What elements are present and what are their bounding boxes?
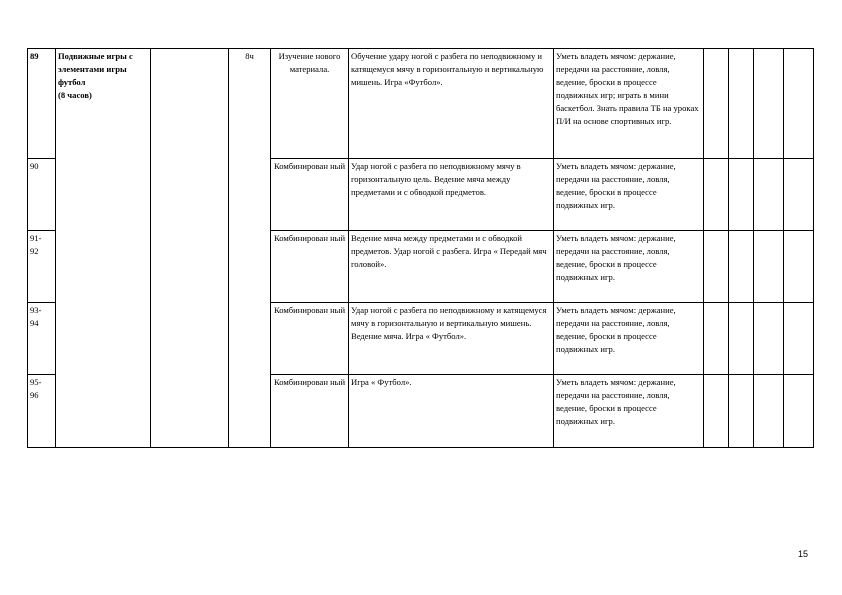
expected-results: Уметь владеть мячом: держание, передачи на расстояние, ловля, ведение, броски в процессе подвижных игр.	[554, 375, 704, 448]
lesson-number: 95- 96	[28, 375, 56, 448]
lesson-number: 89	[28, 49, 56, 159]
empty-cell	[784, 303, 814, 375]
expected-results: Уметь владеть мячом: держание, передачи на расстояние, ловля, ведение, броски в процессе подвижных игр.	[554, 231, 704, 303]
lesson-type: Комбинирован ный	[271, 375, 349, 448]
empty-cell	[754, 159, 784, 231]
lesson-type: Комбинирован ный	[271, 303, 349, 375]
lesson-content: Ведение мяча между предметами и с обводкой предметов. Удар ногой с разбега. Игра « Передай мяч головой».	[349, 231, 554, 303]
empty-cell	[151, 49, 229, 448]
lesson-content: Обучение удару ногой с разбега по неподвижному и катящемуся мячу в горизонтальную и вертикальную мишень. Игра «Футбол».	[349, 49, 554, 159]
empty-cell	[729, 159, 754, 231]
empty-cell	[704, 303, 729, 375]
lesson-number: 90	[28, 159, 56, 231]
lesson-plan-table	[27, 48, 814, 448]
lesson-type: Комбинирован ный	[271, 231, 349, 303]
empty-cell	[784, 231, 814, 303]
empty-cell	[754, 375, 784, 448]
empty-cell	[754, 231, 784, 303]
lesson-content: Удар ногой с разбега по неподвижному и катящемуся мячу в горизонтальную и вертикальную мишень. Ведение мяча. Игра « Футбол».	[349, 303, 554, 375]
empty-cell	[784, 159, 814, 231]
lesson-type: Изучение нового материала.	[271, 49, 349, 159]
page-number: 15	[798, 549, 809, 559]
empty-cell	[729, 49, 754, 159]
lesson-number: 93- 94	[28, 303, 56, 375]
hours-count: 8ч	[229, 49, 271, 448]
empty-cell	[754, 49, 784, 159]
empty-cell	[784, 49, 814, 159]
expected-results: Уметь владеть мячом: держание, передачи на расстояние, ловля, ведение, броски в процессе подвижных игр.	[554, 159, 704, 231]
empty-cell	[704, 159, 729, 231]
lesson-content: Удар ногой с разбега по неподвижному мячу в горизонтальную цель. Ведение мяча между предметами и с обводкой предметов.	[349, 159, 554, 231]
expected-results: Уметь владеть мячом: держание, передачи на расстояние, ловля, ведение, броски в процессе подвижных игр.	[554, 303, 704, 375]
lesson-type: Комбинирован ный	[271, 159, 349, 231]
section-topic: Подвижные игры с элементами игры футбол (8 часов)	[56, 49, 151, 448]
empty-cell	[704, 231, 729, 303]
empty-cell	[729, 303, 754, 375]
table-row	[28, 49, 814, 159]
lesson-content: Игра « Футбол».	[349, 375, 554, 448]
empty-cell	[754, 303, 784, 375]
empty-cell	[784, 375, 814, 448]
empty-cell	[704, 49, 729, 159]
lesson-number: 91- 92	[28, 231, 56, 303]
empty-cell	[729, 231, 754, 303]
empty-cell	[704, 375, 729, 448]
expected-results: Уметь владеть мячом: держание, передачи на расстояние, ловля, ведение, броски в процессе подвижных игр; играть в мини баскетбол. Знать правила ТБ на уроках П/И на основе спортивных игр.	[554, 49, 704, 159]
empty-cell	[729, 375, 754, 448]
